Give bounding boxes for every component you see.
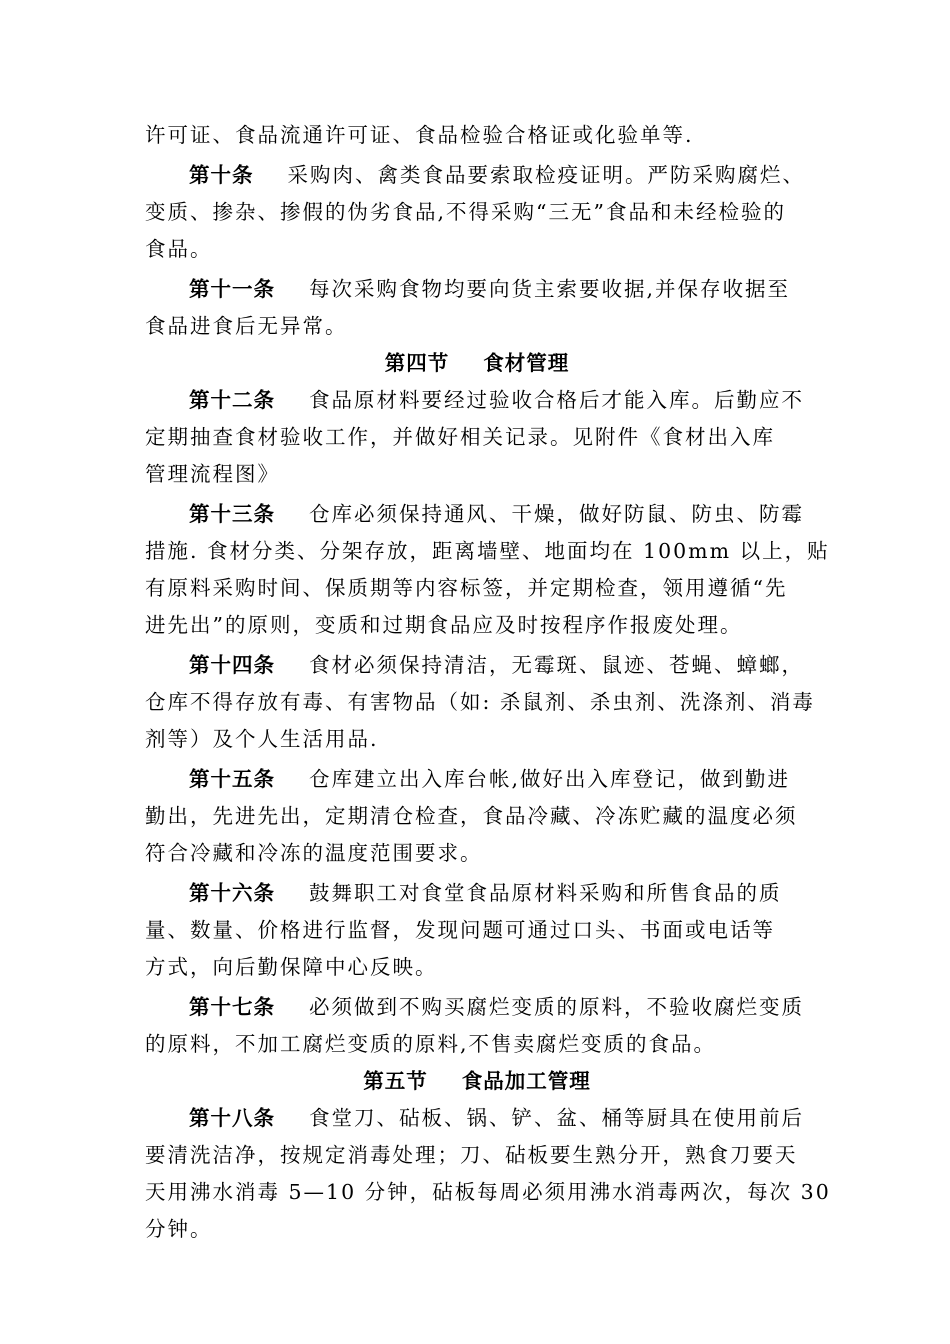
article-text: 食品进食后无异常。	[145, 314, 348, 338]
article-text: 食品原材料要经过验收合格后才能入库。后勤应不	[309, 388, 804, 412]
article-label: 第十五条	[189, 767, 275, 791]
article-text: 剂等）及个人生活用品.	[145, 727, 379, 751]
document-body	[145, 117, 831, 1248]
article-text: 措施. 食材分类、分架存放，距离墙壁、地面均在 100mm 以上，贴	[145, 539, 830, 563]
article-label: 第十七条	[189, 995, 275, 1019]
article-text: 定期抽查食材验收工作，并做好相关记录。见附件《食材出入库	[145, 425, 775, 449]
article-text: 每次采购食物均要向货主索要收据,并保存收据至	[309, 277, 791, 301]
section-number: 第五节	[363, 1069, 428, 1093]
section-heading	[145, 345, 809, 382]
article-label: 第十四条	[189, 653, 275, 677]
section-title: 食材管理	[483, 351, 570, 375]
article-text: 符合冷藏和冷冻的温度范围要求。	[145, 841, 483, 865]
article-text: 勤出，先进先出，定期清仓检查，食品冷藏、冷冻贮藏的温度必须	[145, 804, 798, 828]
article	[145, 271, 809, 345]
article-text: 量、数量、价格进行监督，发现问题可通过口头、书面或电话等	[145, 918, 775, 942]
article-text: 方式，向后勤保障中心反映。	[145, 955, 438, 979]
article-label: 第十二条	[189, 388, 275, 412]
article	[145, 761, 809, 872]
article-text: 要清洗洁净，按规定消毒处理；刀、砧板要生熟分开，熟食刀要天	[145, 1143, 798, 1167]
article-label: 第十三条	[189, 502, 275, 526]
article-text: 有原料采购时间、保质期等内容标签，并定期检查，领用遵循“先	[145, 576, 788, 600]
article-text: 天用沸水消毒 5—10 分钟，砧板每周必须用沸水消毒两次，每次 30	[145, 1180, 831, 1204]
article-text: 分钟。	[145, 1217, 213, 1241]
article-label: 第十八条	[189, 1106, 275, 1130]
section-number: 第四节	[384, 351, 450, 375]
article-text: 食品。	[145, 237, 213, 261]
article	[145, 989, 809, 1063]
article-text: 仓库必须保持通风、干燥，做好防鼠、防虫、防霉	[309, 502, 804, 526]
article-label: 第十条	[189, 163, 254, 187]
article	[145, 496, 830, 644]
article-label: 第十一条	[189, 277, 275, 301]
article	[145, 157, 809, 268]
article	[145, 647, 815, 758]
article-label: 第十六条	[189, 881, 275, 905]
article-text: 变质、掺杂、掺假的伪劣食品,不得采购“三无”食品和未经检验的	[145, 200, 786, 224]
article-text: 食堂刀、砧板、锅、铲、盆、桶等厨具在使用前后	[309, 1106, 804, 1130]
article-text: 仓库不得存放有毒、有害物品（如: 杀鼠剂、杀虫剂、洗涤剂、消毒	[145, 690, 815, 714]
article-text: 必须做到不购买腐烂变质的原料，不验收腐烂变质	[309, 995, 804, 1019]
article-text: 进先出”的原则，变质和过期食品应及时按程序作报废处理。	[145, 613, 743, 637]
continued-line: 许可证、食品流通许可证、食品检验合格证或化验单等.	[145, 123, 694, 147]
article-text: 采购肉、禽类食品要索取检疫证明。严防采购腐烂、	[287, 163, 805, 187]
article-text: 管理流程图》	[145, 462, 280, 486]
section-title: 食品加工管理	[461, 1069, 591, 1093]
article-text: 仓库建立出入库台帐,做好出入库登记，做到勤进	[309, 767, 791, 791]
article-text: 的原料，不加工腐烂变质的原料,不售卖腐烂变质的食品。	[145, 1032, 717, 1056]
article-text: 食材必须保持清洁，无霉斑、鼠迹、苍蝇、蟑螂，	[309, 653, 804, 677]
article	[145, 1100, 831, 1248]
article	[145, 875, 809, 986]
section-heading	[145, 1063, 809, 1100]
article	[145, 382, 809, 493]
article-text: 鼓舞职工对食堂食品原材料采购和所售食品的质	[309, 881, 782, 905]
